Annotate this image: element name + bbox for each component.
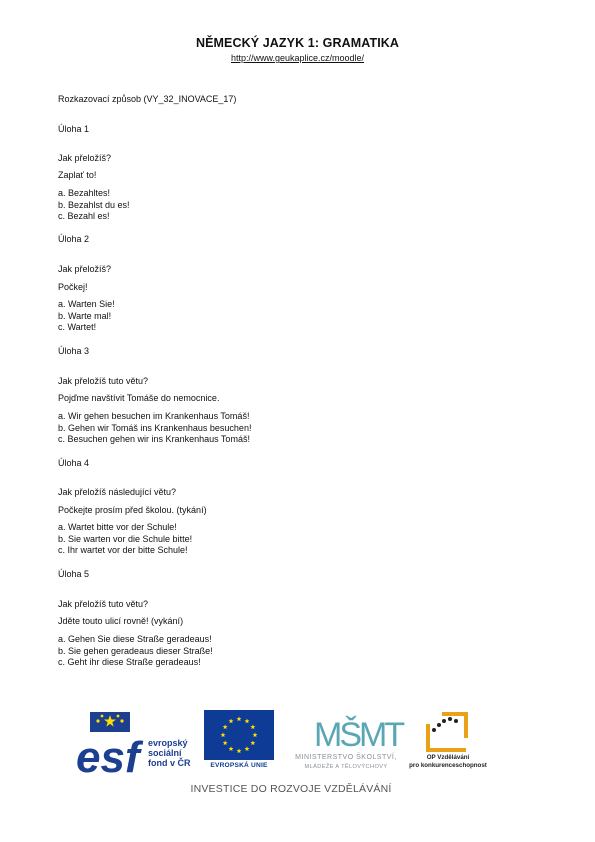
esf-label [148, 738, 191, 768]
task-1-heading: Úloha 1 [58, 124, 90, 134]
op-logo [406, 710, 490, 780]
task-1-options [58, 188, 130, 223]
task-2-option-b: b. Warte mal! [58, 310, 112, 321]
esf-label-line-2: sociální [148, 748, 182, 758]
task-5-options [58, 634, 213, 669]
task-2-question: Jak přeložíš? [58, 264, 112, 274]
task-5-option-b: b. Sie gehen geradeaus dieser Straße! [58, 645, 213, 656]
task-2-prompt: Počkej! [58, 282, 88, 292]
msmt-label-line-2: MLÁDEŽE A TĚLOVÝCHOVY [304, 764, 388, 770]
task-5-prompt: Jděte touto ulicí rovně! (vykání) [58, 616, 184, 626]
task-3-prompt: Pojďme navštívit Tomáše do nemocnice. [58, 393, 220, 403]
eu-label: EVROPSKÁ UNIE [210, 762, 268, 769]
task-5-heading: Úloha 5 [58, 569, 90, 579]
esf-logo [76, 712, 196, 782]
esf-label-line-3: fond v ČR [148, 758, 191, 768]
document-title: NĚMECKÝ JAZYK 1: GRAMATIKA [195, 36, 400, 50]
op-label-line-2: pro konkurenceschopnost [409, 762, 487, 769]
task-1-option-a: a. Bezahltes! [58, 188, 111, 198]
task-2-option-a: a. Warten Sie! [58, 299, 115, 309]
task-1-option-b: b. Bezahlst du es! [58, 199, 130, 210]
task-4-options [58, 522, 192, 557]
task-2-options [58, 299, 115, 334]
esf-label-line-1: evropský [148, 738, 188, 748]
task-3-options [58, 411, 251, 446]
task-4-question: Jak přeložíš následující větu? [58, 487, 177, 497]
funding-logos [76, 708, 496, 808]
task-1-prompt: Zaplať to! [58, 170, 97, 180]
task-2-option-c: c. Wartet! [58, 322, 97, 333]
task-1-option-c: c. Bezahl es! [58, 211, 110, 222]
eu-logo [204, 710, 274, 776]
task-5-option-c: c. Geht ihr diese Straße geradeaus! [58, 657, 201, 668]
msmt-mark-icon [310, 708, 403, 754]
svg-text:MŠMT: MŠMT [314, 716, 403, 754]
task-1-question: Jak přeložíš? [58, 153, 112, 163]
task-4-option-c: c. Ihr wartet vor der bitte Schule! [58, 545, 188, 556]
svg-text:esf: esf [76, 733, 140, 782]
task-2-heading: Úloha 2 [58, 234, 90, 244]
task-3-option-c: c. Besuchen gehen wir ins Krankenhaus Tomáš! [58, 434, 250, 445]
task-4-option-a: a. Wartet bitte vor der Schule! [58, 522, 177, 532]
task-3-option-b: b. Gehen wir Tomáš ins Krankenhaus besuchen! [58, 422, 252, 433]
task-3-heading: Úloha 3 [58, 346, 90, 356]
investment-slogan: INVESTICE DO ROZVOJE VZDĚLÁVÁNÍ [190, 783, 392, 795]
eu-flag-icon [204, 710, 274, 760]
moodle-link[interactable]: http://www.geukaplice.cz/moodle/ [230, 53, 365, 63]
task-3-question: Jak přeložíš tuto větu? [58, 376, 149, 386]
task-4-prompt: Počkejte prosím před školou. (tykání) [58, 505, 207, 515]
task-3-option-a: a. Wir gehen besuchen im Krankenhaus Tomáš! [58, 411, 250, 421]
task-4-option-b: b. Sie warten vor die Schule bitte! [58, 533, 193, 544]
esf-mark-icon [76, 712, 144, 782]
msmt-label-line-1: MINISTERSTVO ŠKOLSTVÍ, [295, 754, 397, 761]
msmt-logo [282, 708, 410, 778]
task-5-option-a: a. Gehen Sie diese Straße geradeaus! [58, 634, 212, 644]
task-4-heading: Úloha 4 [58, 458, 90, 468]
worksheet-subtitle: Rozkazovací způsob (VY_32_INOVACE_17) [58, 94, 237, 104]
op-label-line-1: OP Vzdělávání [426, 754, 470, 761]
task-5-question: Jak přeložíš tuto větu? [58, 599, 149, 609]
op-mark-icon [422, 710, 474, 754]
